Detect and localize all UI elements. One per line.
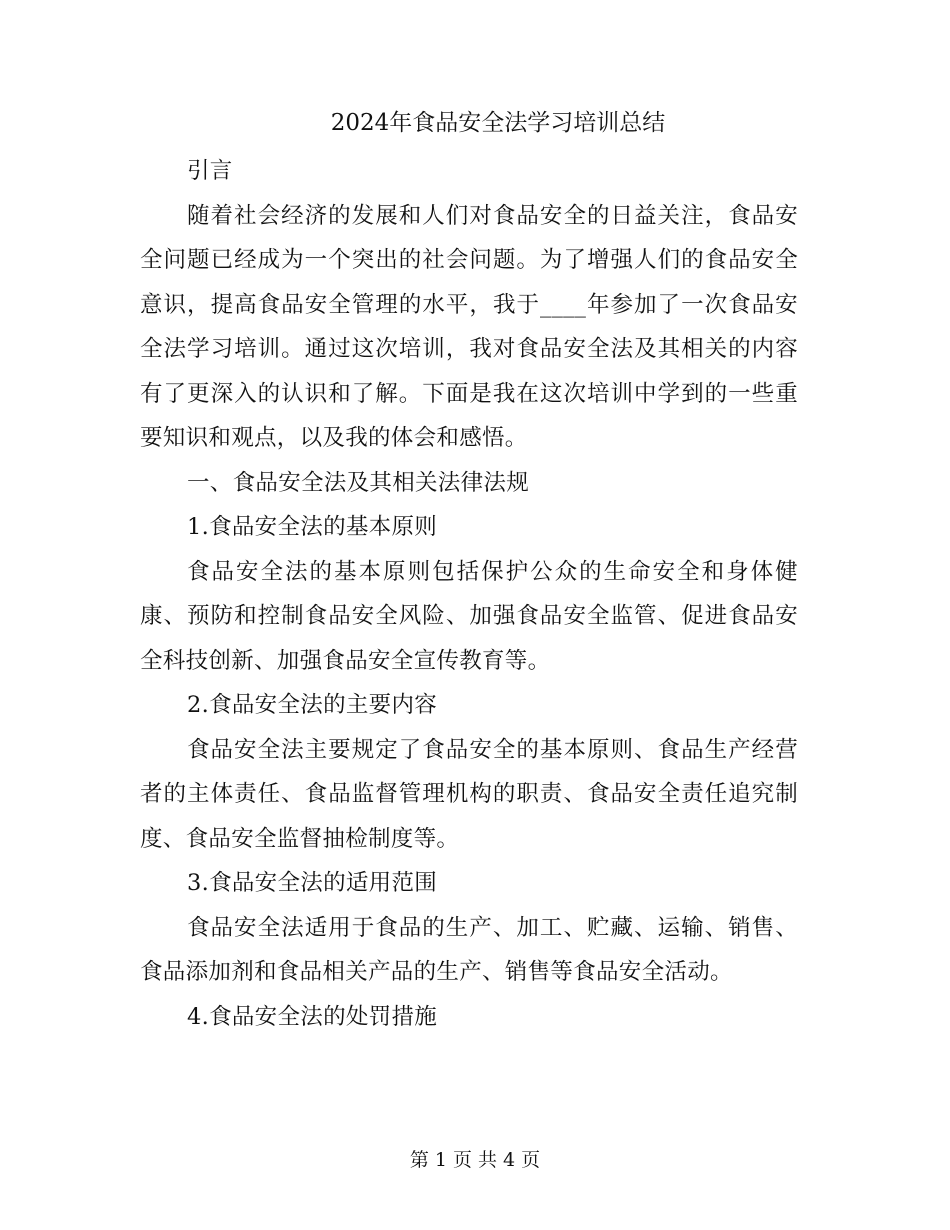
section-heading-1: 一、食品安全法及其相关法律法规 — [187, 469, 530, 496]
section-heading-intro: 引言 — [187, 158, 233, 184]
paragraph-1-1: 食品安全法的基本原则包括保护公众的生命安全和身体健康、预防和控制食品安全风险、加强食品安全监管、促进食品安全科技创新、加强食品安全宣传教育等。 — [140, 558, 798, 674]
document-body — [140, 149, 798, 1039]
paragraph-1-3: 食品安全法适用于食品的生产、加工、贮藏、运输、销售、食品添加剂和食品相关产品的生产、销售等食品安全活动。 — [140, 914, 798, 985]
subheading-1-3: 3.食品安全法的适用范围 — [187, 870, 438, 896]
subheading-1-1: 1.食品安全法的基本原则 — [187, 514, 438, 540]
subheading-1-4: 4.食品安全法的处罚措施 — [187, 1003, 438, 1030]
page-footer: 第 1 页 共 4 页 — [409, 1149, 541, 1171]
document-title: 2024年食品安全法学习培训总结 — [330, 110, 666, 136]
paragraph-1-2: 食品安全法主要规定了食品安全的基本原则、食品生产经营者的主体责任、食品监督管理机构的职责、食品安全责任追究制度、食品安全监督抽检制度等。 — [140, 736, 798, 852]
subheading-1-2: 2.食品安全法的主要内容 — [187, 692, 438, 718]
paragraph-intro: 随着社会经济的发展和人们对食品安全的日益关注，食品安全问题已经成为一个突出的社会问题。为了增强人们的食品安全意识，提高食品安全管理的水平，我于____年参加了一次食品安全法学习培训。通过这次培训，我对食品安全法及其相关的内容有了更深入的认识和了解。下面是我在这次培训中学到的一些重要知识和观点，以及我的体会和感悟。 — [140, 202, 798, 451]
